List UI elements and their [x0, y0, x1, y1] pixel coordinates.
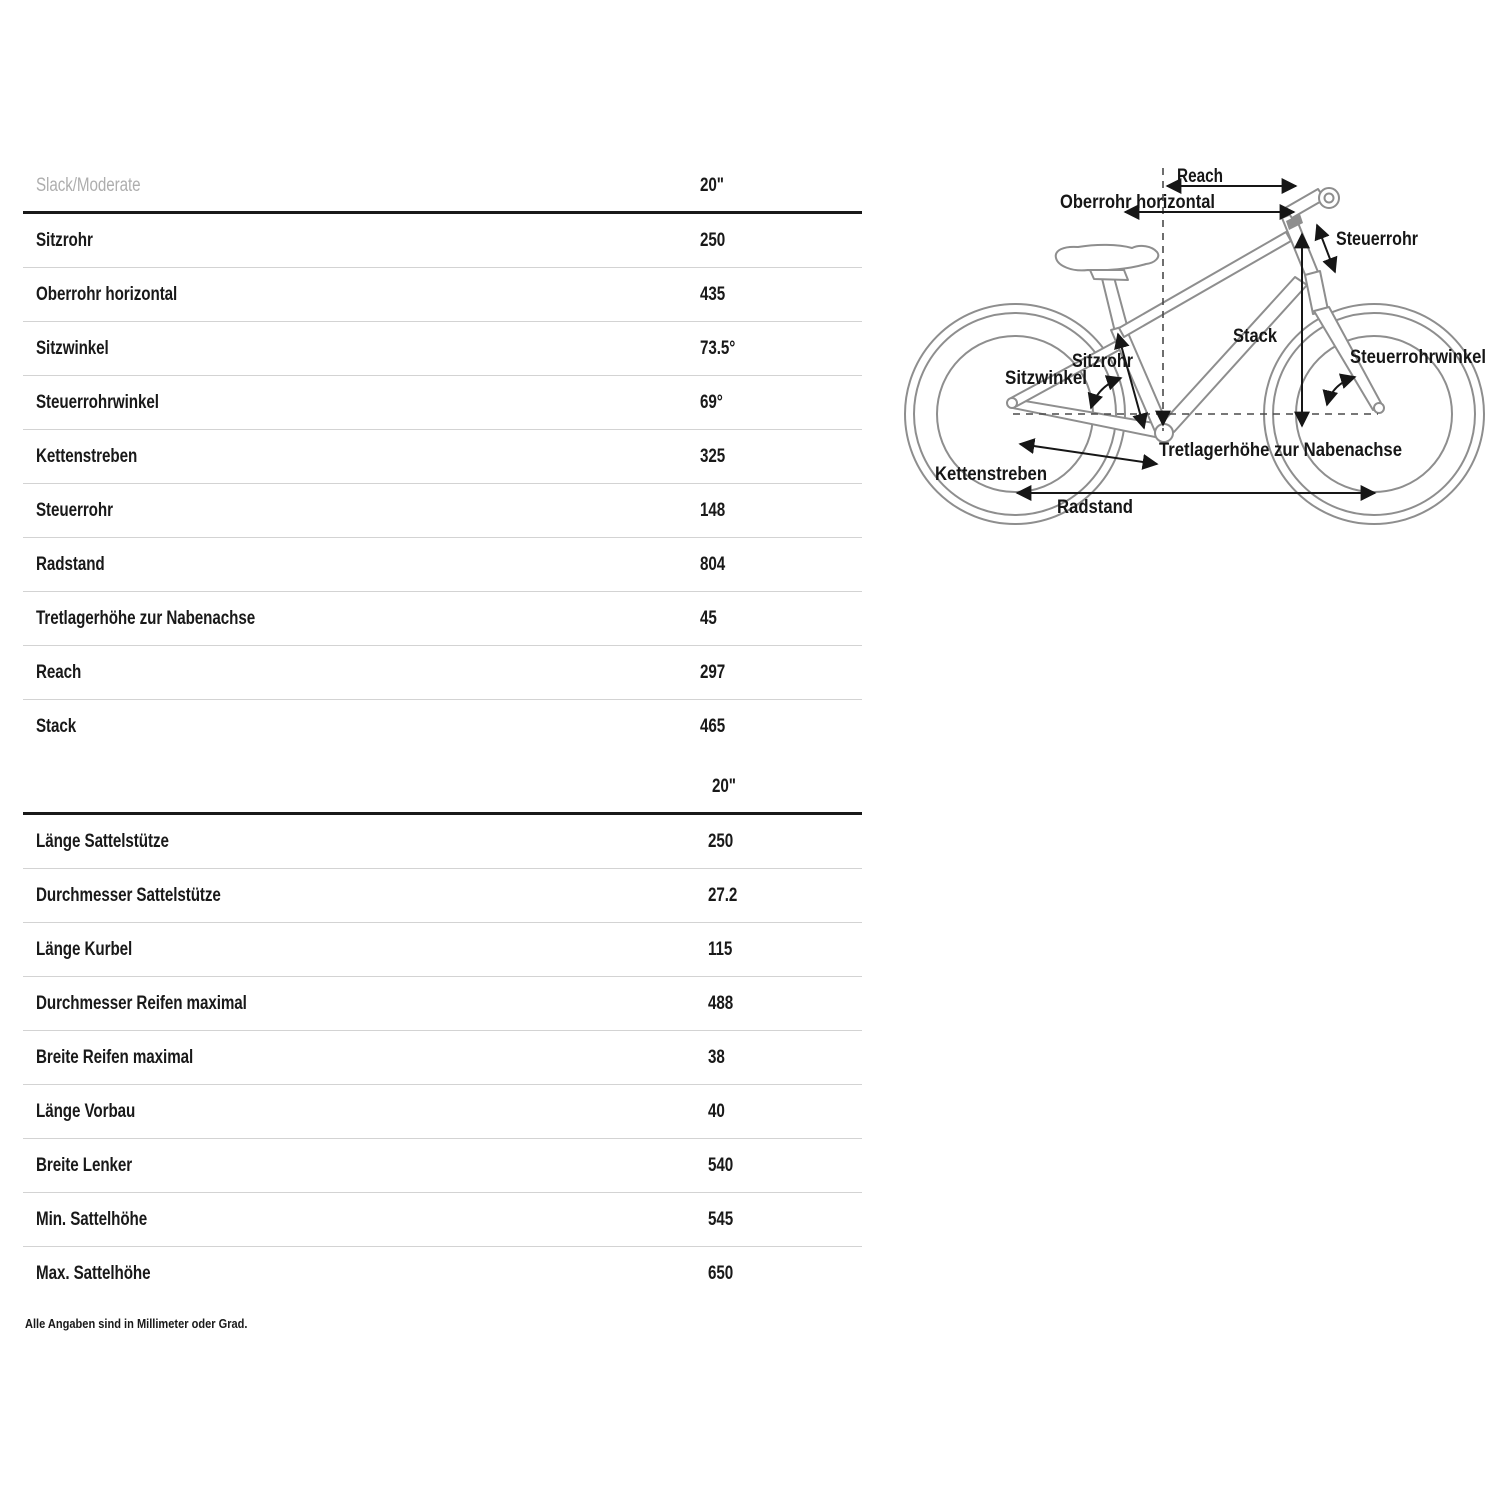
row-value: 250	[708, 830, 734, 852]
row-label: Steuerrohrwinkel	[36, 391, 159, 413]
row-label: Max. Sattelhöhe	[36, 1262, 151, 1284]
table-row	[23, 869, 862, 923]
steuerrohr-label: Steuerrohr	[1336, 229, 1419, 250]
units-note: Alle Angaben sind in Millimeter oder Grad.	[25, 1316, 248, 1331]
table-row	[23, 1193, 862, 1247]
table-row	[23, 538, 862, 592]
row-value: 115	[708, 938, 733, 960]
table-row	[23, 1139, 862, 1193]
table-row	[23, 1247, 862, 1300]
row-value: 545	[708, 1208, 734, 1230]
stem	[1285, 189, 1325, 218]
spec-tables	[23, 160, 862, 1331]
handlebar-grip	[1319, 188, 1339, 208]
saddle	[1056, 245, 1159, 271]
row-value: 148	[700, 499, 726, 521]
reach-label: Reach	[1177, 166, 1223, 187]
sitzwinkel-arc	[1091, 378, 1121, 408]
kettenstreben-arrow	[1020, 444, 1157, 464]
row-value: 40	[708, 1100, 725, 1122]
front-wheel	[1264, 304, 1484, 524]
geometry-variant-label: Slack/Moderate	[36, 174, 141, 196]
table-row	[23, 376, 862, 430]
sitzrohr-label: Sitzrohr	[1072, 351, 1134, 372]
row-label: Breite Reifen maximal	[36, 1046, 194, 1068]
row-label: Breite Lenker	[36, 1154, 133, 1176]
oberrohr-label: Oberrohr horizontal	[1060, 192, 1215, 213]
row-value: 435	[700, 283, 726, 305]
components-size-header: 20"	[712, 775, 736, 797]
steuerrohr-arrow	[1317, 225, 1335, 272]
row-value: 73.5°	[700, 337, 736, 359]
row-value: 325	[700, 445, 726, 467]
row-value: 38	[708, 1046, 725, 1068]
row-value: 540	[708, 1154, 734, 1176]
stack-label: Stack	[1233, 326, 1278, 347]
row-value: 804	[700, 553, 726, 575]
row-value: 297	[700, 661, 726, 683]
bike-geometry-diagram	[890, 150, 1500, 580]
table-row	[23, 646, 862, 700]
row-label: Länge Sattelstütze	[36, 830, 169, 852]
sitzwinkel-label: Sitzwinkel	[1005, 368, 1087, 389]
tretlagerhoehe-label: Tretlagerhöhe zur Nabenachse	[1159, 440, 1402, 461]
row-label: Stack	[36, 715, 77, 737]
row-value: 27.2	[708, 884, 738, 906]
row-label: Länge Kurbel	[36, 938, 133, 960]
components-table-header	[23, 761, 862, 815]
front-dropout	[1374, 403, 1384, 413]
table-row	[23, 268, 862, 322]
table-row	[23, 977, 862, 1031]
row-label: Radstand	[36, 553, 105, 575]
row-value: 250	[700, 229, 726, 251]
table-row	[23, 214, 862, 268]
table-row	[23, 1031, 862, 1085]
steuerrohrwinkel-label: Steuerrohrwinkel	[1350, 347, 1486, 368]
row-value: 650	[708, 1262, 734, 1284]
row-value: 69°	[700, 391, 723, 413]
row-label: Tretlagerhöhe zur Nabenachse	[36, 607, 256, 629]
row-value: 465	[700, 715, 726, 737]
row-label: Steuerrohr	[36, 499, 113, 521]
table-row	[23, 430, 862, 484]
table-row	[23, 1085, 862, 1139]
table-row	[23, 815, 862, 869]
table-row	[23, 322, 862, 376]
table-row	[23, 484, 862, 538]
row-label: Reach	[36, 661, 82, 683]
row-value: 45	[700, 607, 717, 629]
table-row	[23, 592, 862, 646]
row-label: Länge Vorbau	[36, 1100, 136, 1122]
table-row	[23, 700, 862, 753]
geometry-table-header	[23, 160, 862, 214]
kettenstreben-label: Kettenstreben	[935, 464, 1047, 485]
steuerrohrwinkel-arc	[1327, 377, 1355, 405]
rear-dropout	[1007, 398, 1017, 408]
geometry-table	[23, 160, 862, 753]
row-label: Durchmesser Reifen maximal	[36, 992, 247, 1014]
components-table	[23, 761, 862, 1300]
row-label: Sitzwinkel	[36, 337, 109, 359]
row-label: Durchmesser Sattelstütze	[36, 884, 221, 906]
row-label: Min. Sattelhöhe	[36, 1208, 148, 1230]
table-row	[23, 923, 862, 977]
row-label: Kettenstreben	[36, 445, 138, 467]
saddle-clamp	[1090, 270, 1128, 280]
row-label: Oberrohr horizontal	[36, 283, 178, 305]
row-value: 488	[708, 992, 734, 1014]
radstand-label: Radstand	[1057, 497, 1133, 518]
row-label: Sitzrohr	[36, 229, 93, 251]
geometry-size-header: 20"	[700, 174, 724, 196]
